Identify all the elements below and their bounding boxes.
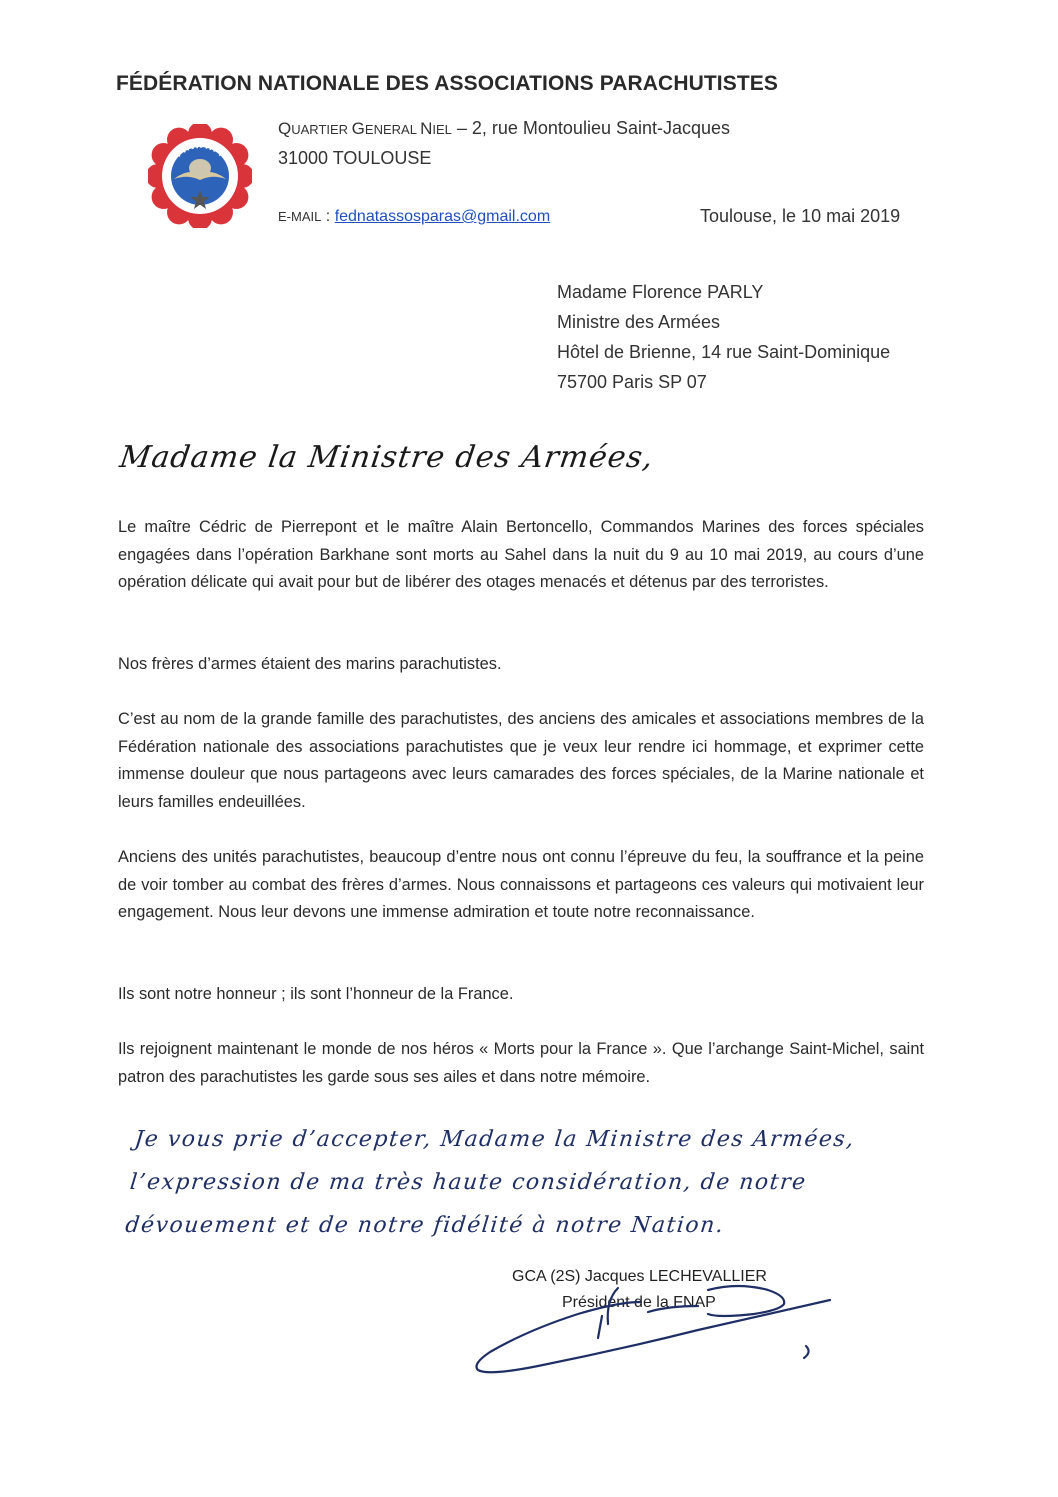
paragraph-6: Ils rejoignent maintenant le monde de nos héros « Morts pour la France ». Que l’archange Saint-Michel, saint patron des parachutistes les garde sous ses ailes et dans notre mémoire.: [118, 1040, 924, 1086]
sender-address-line2: 31000 TOULOUSE: [278, 148, 432, 168]
logo-text-ring: [148, 124, 252, 228]
recipient-address2: 75700 Paris SP 07: [557, 372, 707, 392]
email-link[interactable]: fednatassosparas@gmail.com: [334, 208, 551, 225]
paragraph-1: Le maître Cédric de Pierrepont et le maître Alain Bertoncello, Commandos Marines des forces spéciales engagées dans l’opération Barkhane sont morts au Sahel dans la nuit du 9 au 10 mai 2019, au cours d’une opération délicate qui avait pour but de libérer des otages menacés et détenus par des terroristes.: [118, 518, 924, 591]
email-label: E-MAIL: [278, 209, 322, 224]
handwritten-salutation: Madame la Ministre des Armées,: [117, 440, 657, 475]
paragraph-4: Anciens des unités parachutistes, beaucoup d’entre nous ont connu l’épreuve du feu, la souffrance et la peine de voir tomber au combat des frères d’armes. Nous connaissons et partageons ces valeurs qui motivaient leur engagement. Nous leur devons une immense admiration et toute notre reconnaissance.: [118, 848, 924, 921]
signer-role: Président de la FNAP: [562, 1294, 716, 1311]
recipient-address1: Hôtel de Brienne, 14 rue Saint-Dominique: [557, 342, 891, 362]
recipient-block: [557, 277, 890, 397]
recipient-title: Ministre des Armées: [557, 312, 721, 332]
signer-name: GCA (2S) Jacques LECHEVALLIER: [512, 1268, 767, 1285]
email-row: E-MAIL : fednatassosparas@gmail.com: [278, 208, 551, 225]
letter-date: Toulouse, le 10 mai 2019: [700, 206, 901, 226]
svg-text:F.N.A.P.: [173, 139, 228, 160]
logo-text: F.N.A.P.: [172, 138, 228, 160]
organization-title: FÉDÉRATION NATIONALE DES ASSOCIATIONS PARACHUTISTES: [116, 72, 778, 95]
handwritten-closing: Je vous prie d’accepter, Madame la Ministre des Armées, l’expression de ma très haute considération, de notre dévouement et de notre fidélité à notre Nation.: [124, 1127, 857, 1238]
sender-address-line1: QUARTIER GENERAL NIEL – 2, rue Montoulieu Saint-Jacques: [278, 118, 731, 138]
paragraph-2: Nos frères d’armes étaient des marins parachutistes.: [118, 655, 502, 673]
paragraph-5: Ils sont notre honneur ; ils sont l’honneur de la France.: [118, 985, 514, 1003]
recipient-name: Madame Florence PARLY: [557, 282, 764, 302]
signature-icon: [468, 1280, 848, 1390]
paragraph-3: C’est au nom de la grande famille des parachutistes, des anciens des amicales et associations membres de la Fédération nationale des associations parachutistes que je veux leur rendre ici hommage, et exprimer cette immense douleur que nous partageons avec leurs camarades des forces spéciales, de la Marine nationale et leurs familles endeuillées.: [118, 710, 924, 811]
